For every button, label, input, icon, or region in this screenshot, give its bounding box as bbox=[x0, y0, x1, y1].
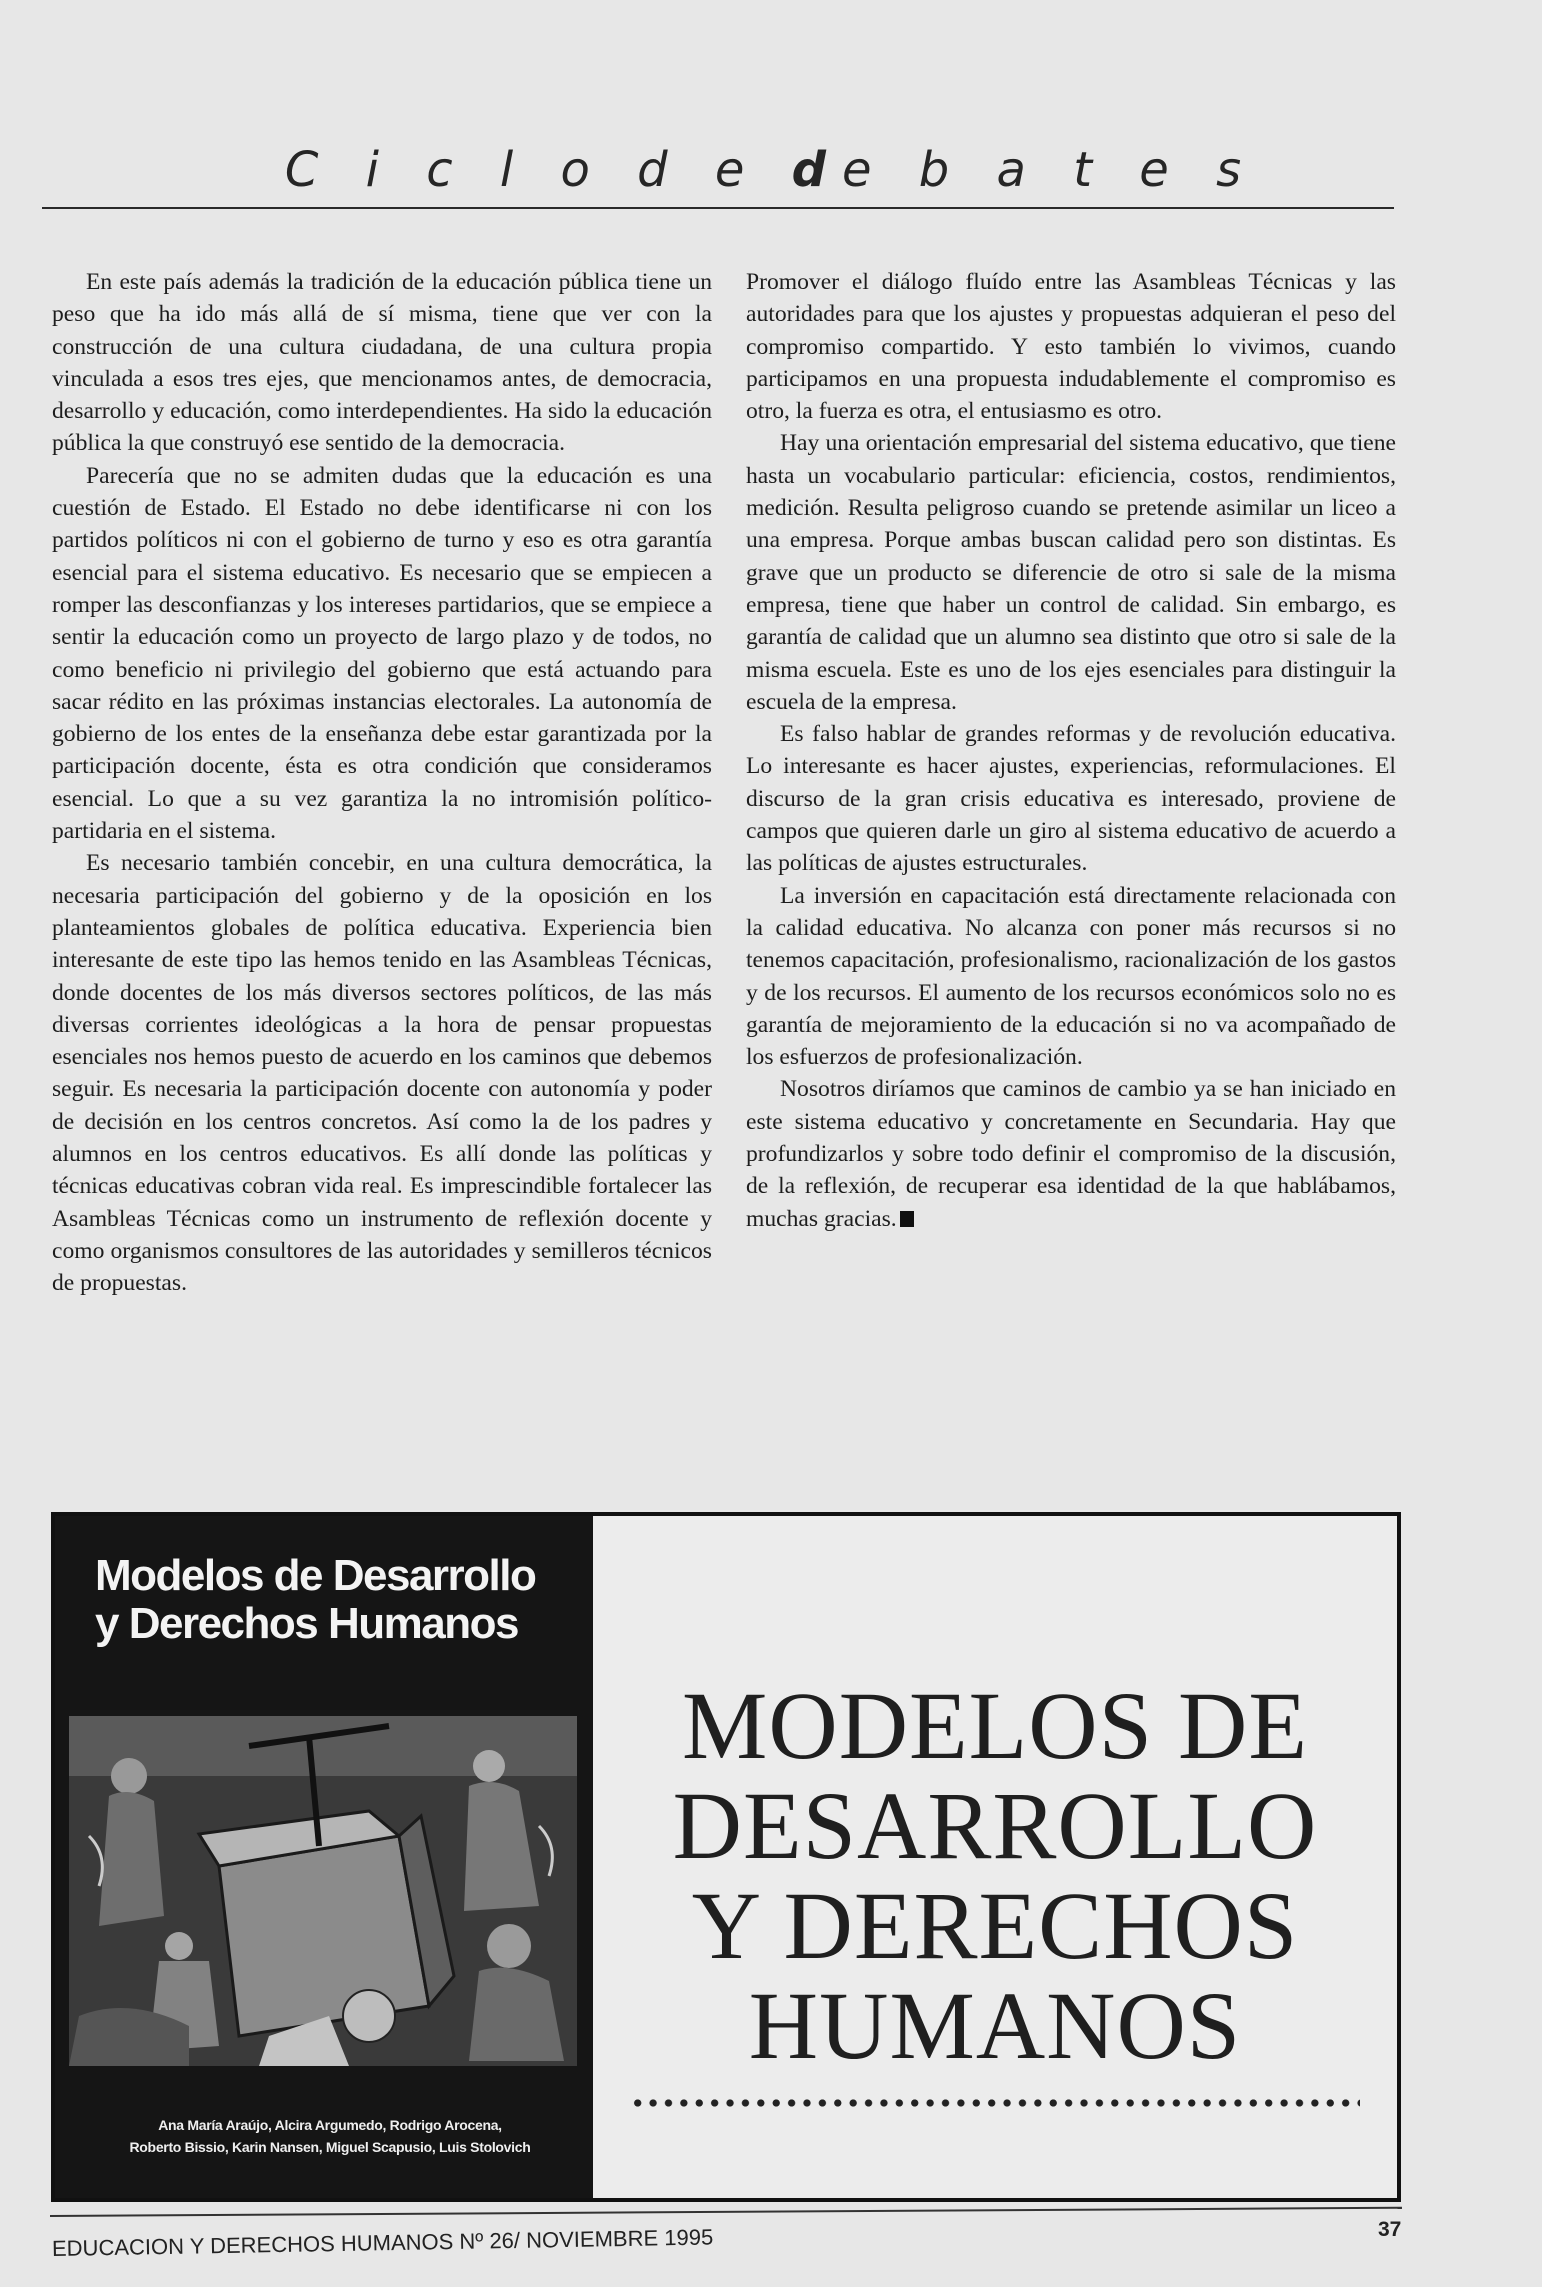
book-cover-authors-line2: Roberto Bissio, Karin Nansen, Miguel Scapusio, Luis Stolovich bbox=[129, 2139, 531, 2155]
article-paragraph: En este país además la tradición de la educación pública tiene un peso que ha ido más allá de sí misma, tiene que ver con la construcción de una cultura ciudadana, de una cultura propia vinculada a esos tres ejes, que mencionamos antes, de democracia, desarrollo y educación, como interdependientes. Ha sido la educación pública la que construyó ese sentido de la democracia. bbox=[52, 269, 712, 457]
book-cover-title bbox=[95, 1552, 575, 1648]
ad-headline-line2: DESARROLLO bbox=[672, 1772, 1318, 1879]
header-divider bbox=[42, 207, 1394, 209]
book-cover-authors-line1: Ana María Araújo, Alcira Argumedo, Rodrigo Arocena, bbox=[158, 2117, 502, 2133]
ad-headline bbox=[615, 1672, 1375, 2079]
cover-illustration bbox=[69, 1716, 577, 2066]
book-cover-authors bbox=[75, 2114, 585, 2158]
article-paragraph: Es necesario también concebir, en una cultura democrática, la necesaria participación del gobierno y de la oposición en los planteamientos globales de política educativa. Experiencia bien interesante de este tipo las hemos tenido en las Asambleas Técnicas, donde docentes de los más diversos sectores políticos, de las más diversas corrientes ideológicas a la hora de pensar propuestas esenciales nos hemos puesto de acuerdo en los caminos que debemos seguir. Es necesaria la participación docente con autonomía y poder de decisión en los centros concretos. Así como la de los padres y alumnos en los centros educativos. Es allí donde las políticas y técnicas educativas cobran vida real. Es imprescindible fortalecer las Asambleas Técnicas como un instrumento de reflexión docente y como organismos consultores de las autoridades y semilleros técnicos de propuestas. bbox=[52, 850, 712, 1297]
section-title-part2: e b a t e s bbox=[842, 142, 1258, 198]
article-paragraph: Parecería que no se admiten dudas que la educación es una cuestión de Estado. El Estado no debe identificarse ni con los partidos políticos ni con el gobierno de turno y eso es otra garantía esencial para el sistema educativo. Es necesario que se empiecen a romper las desconfianzas y los intereses partidarios, que se empiece a sentir la educación como un proyecto de largo plazo y de todos, no como beneficio ni privilegio del gobierno que está actuando para sacar rédito en las próximas instancias electorales. La autonomía de gobierno de los entes de la enseñanza debe estar garantizada por la participación docente, ésta es otra condición que consideramos esencial. Lo que a su vez garantiza la no intromisión político-partidaria en el sistema. bbox=[52, 462, 712, 845]
section-title bbox=[0, 142, 1542, 198]
footer-divider bbox=[50, 2207, 1402, 2217]
article-left-column bbox=[52, 266, 712, 1300]
section-title-bold: d bbox=[791, 142, 843, 198]
book-advertisement bbox=[51, 1512, 1401, 2202]
book-cover-title-line2: y Derechos Humanos bbox=[95, 1599, 518, 1648]
article-right-column bbox=[746, 266, 1396, 1235]
ad-headline-line1: MODELOS DE bbox=[682, 1672, 1308, 1779]
article-paragraph: Hay una orientación empresarial del sistema educativo, que tiene hasta un vocabulario particular: eficiencia, costos, rendimientos, medición. Resulta peligroso cuando se pretende asimilar un liceo a una empresa. Porque ambas buscan calidad pero son distintas. Es grave que un producto se diferencie de otro si sale de la misma empresa, tiene que haber un control de calidad. Sin embargo, es garantía de calidad que un alumno sea distinto que otro si sale de la misma escuela. Este es uno de los ejes esenciales para distinguir la escuela de la empresa. bbox=[746, 430, 1396, 715]
article-paragraph-final bbox=[746, 1073, 1396, 1234]
article-paragraph: Promover el diálogo fluído entre las Asambleas Técnicas y las autoridades para que los ajustes y propuestas adquieran el peso del compromiso compartido. Y esto también lo vivimos, cuando participamos en una propuesta indudablemente el compromiso es otro, la fuerza es otra, el entusiasmo es otro. bbox=[746, 269, 1396, 425]
section-title-part1: C i c l o d e bbox=[284, 142, 792, 198]
article-paragraph: Es falso hablar de grandes reformas y de revolución educativa. Lo interesante es hacer ajustes, experiencias, reformulaciones. El discurso de la gran crisis educativa es interesado, proviene de campos que quieren darle un giro al sistema educativo de acuerdo a las políticas de ajustes estructurales. bbox=[746, 721, 1396, 877]
book-cover-title-line1: Modelos de Desarrollo bbox=[95, 1551, 536, 1600]
ad-headline-line3: Y DERECHOS bbox=[691, 1872, 1299, 1979]
book-cover bbox=[55, 1516, 593, 2198]
ad-dotted-rule bbox=[630, 2096, 1360, 2110]
final-paragraph-text: Nosotros diríamos que caminos de cambio ya se han iniciado en este sistema educativo y concretamente en Secundaria. Hay que profundizarlos y sobre todo definir el compromiso de la discusión, de la reflexión, de recuperar esa identidad de la que hablábamos, muchas gracias. bbox=[746, 1076, 1396, 1232]
footer-publication: EDUCACION Y DERECHOS HUMANOS Nº 26/ NOVIEMBRE 1995 bbox=[51, 2224, 714, 2261]
article-paragraph: La inversión en capacitación está directamente relacionada con la calidad educativa. No alcanza con poner más recursos si no tenemos capacitación, profesionalismo, racionalización de los gastos y de los recursos. El aumento de los recursos económicos solo no es garantía de mejoramiento de la educación si no va acompañado de los esfuerzos de profesionalización. bbox=[746, 882, 1396, 1071]
end-of-article-mark bbox=[900, 1211, 914, 1227]
page-number: 37 bbox=[1378, 2218, 1402, 2241]
ad-headline-line4: HUMANOS bbox=[748, 1972, 1242, 2079]
